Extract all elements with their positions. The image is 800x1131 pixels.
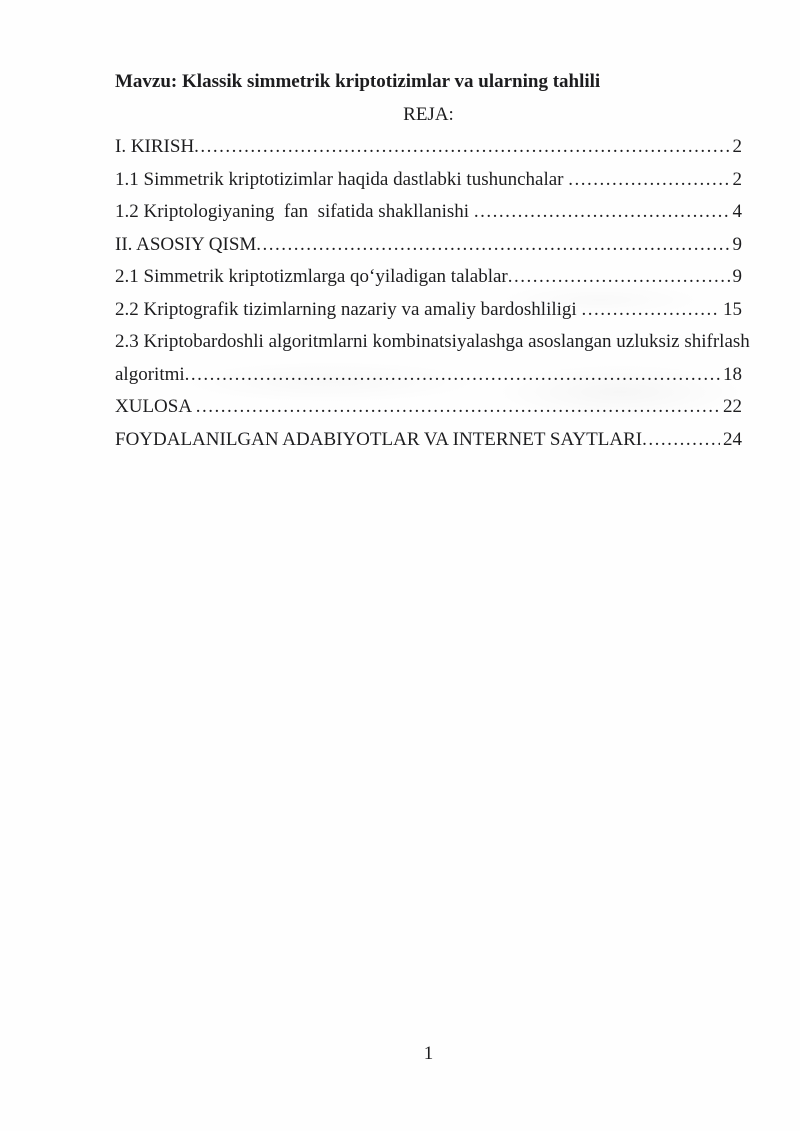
toc-row: [115, 326, 750, 359]
plan-heading: REJA:: [403, 103, 454, 125]
toc-row: [115, 164, 742, 197]
toc-row: [115, 391, 742, 424]
toc-row: [115, 294, 742, 327]
toc-page-number: 2: [732, 136, 742, 157]
toc-label: XULOSA: [115, 396, 196, 417]
toc-page-number: 2: [732, 168, 742, 190]
toc-dot-leader: [474, 196, 730, 229]
toc-label: I. KIRISH: [115, 136, 195, 157]
toc-dot-leader: [194, 131, 729, 164]
toc-label: II. ASOSIY QISM: [115, 233, 257, 255]
toc-dot-leader: [185, 359, 720, 392]
toc-dot-leader: [568, 164, 729, 197]
toc-label: algoritmi: [115, 363, 185, 385]
toc-page-number: 22: [723, 396, 742, 417]
page-title: Mavzu: Klassik simmetrik kriptotizimlar va ularning tahlili: [115, 71, 601, 92]
toc-row: [115, 424, 742, 457]
toc-label: 1.2 Kriptologiyaning fan sifatida shakllanishi: [115, 201, 474, 222]
toc-page-number: 9: [732, 266, 742, 287]
toc-row: [115, 261, 742, 294]
toc-dot-leader: [581, 294, 720, 327]
footer-page-number: 1: [423, 1043, 434, 1064]
toc-dot-leader: [508, 261, 730, 294]
toc-row: [115, 229, 742, 262]
toc-label: 2.1 Simmetrik kriptotizmlarga qoʻyiladigan talablar: [115, 266, 508, 287]
document-content: [115, 66, 750, 456]
toc-row: [115, 131, 742, 164]
toc-dot-leader: [196, 391, 720, 424]
toc-page-number: 15: [723, 298, 742, 320]
toc-label: 1.1 Simmetrik kriptotizimlar haqida dastlabki tushunchalar: [115, 168, 569, 190]
toc-label: FOYDALANILGAN ADABIYOTLAR VA INTERNET SAYTLARI: [115, 428, 643, 450]
toc-dot-leader: [642, 424, 720, 457]
toc-label: 2.2 Kriptografik tizimlarning nazariy va amaliy bardoshliligi: [115, 298, 582, 320]
toc-label: 2.3 Kriptobardoshli algoritmlarni kombinatsiyalashga asoslangan uzluksiz shifrlash: [115, 331, 750, 352]
toc-row: [115, 359, 742, 392]
toc-page-number: 18: [723, 363, 742, 385]
toc-page-number: 9: [732, 233, 742, 255]
toc-page-number: 4: [732, 201, 742, 222]
toc-page-number: 24: [723, 428, 742, 450]
toc-dot-leader: [256, 229, 729, 262]
toc-list: [115, 131, 750, 456]
toc-row: [115, 196, 742, 229]
